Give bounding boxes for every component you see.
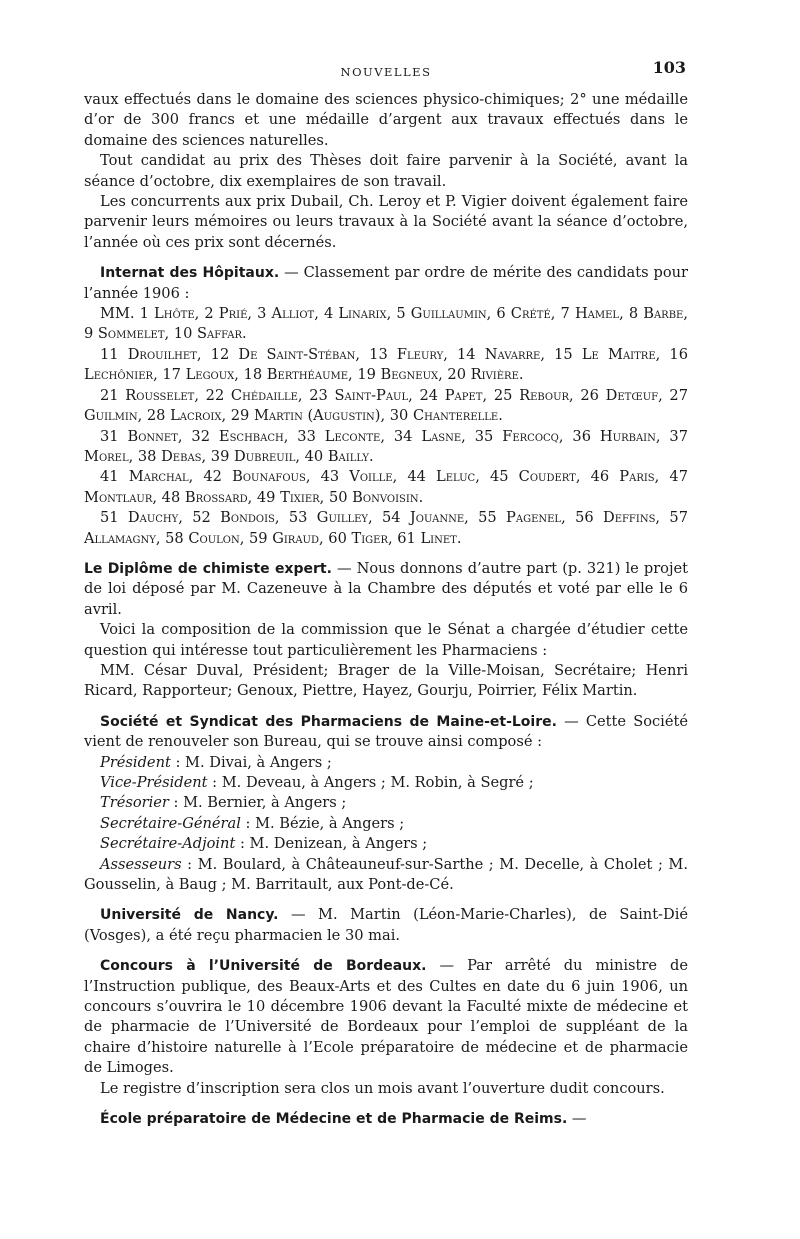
societe-lead: — Cette Société vient de renouveler son Bureau, qui se trouve ainsi composé : <box>84 712 688 751</box>
officer-line <box>84 793 688 813</box>
internat-ranking-list <box>84 304 688 549</box>
ranking-line: 51 Dauchy, 52 Bondois, 53 Guilley, 54 Jouanne, 55 Pagenel, 56 Deffins, 57 Allamagny, 58 Coulon, 59 Giraud, 60 Tiger, 61 Linet. <box>84 509 688 547</box>
internat-section <box>84 263 688 549</box>
bordeaux-section <box>84 956 688 1099</box>
officer-line <box>84 855 688 896</box>
societe-paragraph <box>84 712 688 753</box>
diplome-section <box>84 559 688 702</box>
ranking-line: 41 Marchal, 42 Bounafous, 43 Voille, 44 Leluc, 45 Coudert, 46 Paris, 47 Montlaur, 48 Brossard, 49 Tixier, 50 Bonvoisin. <box>84 468 688 506</box>
diplome-paragraph-2: Voici la composition de la commission que le Sénat a chargée d’étudier cette question qui intéresse tout particulièrement les Pharmaciens : <box>84 621 688 659</box>
bordeaux-paragraph <box>84 956 688 1078</box>
officer-line <box>84 773 688 793</box>
officer-line <box>84 834 688 854</box>
officer-text: : M. Divai, à Angers ; <box>170 753 332 771</box>
diplome-commission: MM. César Duval, Président; Brager de la Ville-Moisan, Secrétaire; Henri Ricard, Rapporteur; Genoux, Piettre, Hayez, Gourju, Poirrier, Félix Martin. <box>84 661 688 700</box>
intro-paragraph-3: Les concurrents aux prix Dubail, Ch. Leroy et P. Vigier doivent également faire parvenir leurs mémoires ou leurs travaux à la Société avant la séance d’octobre, l’année où ces prix sont décernés. <box>84 193 688 251</box>
reims-section <box>84 1109 688 1129</box>
internat-lead: — Classement par ordre de mérite des candidats pour l’année 1906 : <box>84 264 688 302</box>
nancy-paragraph <box>84 905 688 946</box>
internat-heading: Internat des Hôpitaux. <box>100 265 280 282</box>
intro-paragraph-2: Tout candidat au prix des Thèses doit faire parvenir à la Société, avant la séance d’octobre, dix exemplaires de son travail. <box>84 152 688 190</box>
ranking-line: MM. 1 Lhôte, 2 Prié, 3 Alliot, 4 Linarix, 5 Guillaumin, 6 Crété, 7 Hamel, 8 Barbe, 9 Sommelet, 10 Saffar. <box>84 305 688 343</box>
nancy-heading: Université de Nancy. <box>100 907 279 924</box>
officer-line <box>84 753 688 773</box>
ranking-line: 21 Rousselet, 22 Chédaille, 23 Saint-Paul, 24 Papet, 25 Rebour, 26 Detœuf, 27 Guilmin, 28 Lacroix, 29 Martin (Augustin), 30 Chanterelle. <box>84 386 688 425</box>
officer-role: Trésorier <box>100 794 169 812</box>
officer-role: Secrétaire-Adjoint <box>100 835 236 853</box>
intro-paragraph-1: vaux effectués dans le domaine des sciences physico-chimiques; 2° une médaille d’or de 300 francs et une médaille d’argent aux travaux effectués dans le domaine des sciences naturelles. <box>84 91 688 149</box>
officer-text: : M. Bézie, à Angers ; <box>240 814 405 832</box>
running-head: NOUVELLES <box>340 65 432 79</box>
officer-role: Secrétaire-Général <box>100 814 241 832</box>
bordeaux-paragraph-2: Le registre d’inscription sera clos un mois avant l’ouverture dudit concours. <box>100 1079 665 1097</box>
internat-paragraph <box>84 263 688 304</box>
officer-role: Vice-Président <box>100 774 208 791</box>
officer-text: : M. Deveau, à Angers ; M. Robin, à Segré ; <box>207 774 534 791</box>
bordeaux-text: — Par arrêté du ministre de l’Instruction publique, des Beaux-Arts et des Cultes en date du 6 juin 1906, un concours s’ouvrira le 10 décembre 1906 devant la Faculté mixte de médecine et de pharmacie de l’Université de Bordeaux pour l’emploi de suppléant de la chaire d’histoire naturelle à l’Ecole préparatoire de médecine et de pharmacie de Limoges. <box>84 957 688 1077</box>
officer-text: : M. Boulard, à Châteauneuf-sur-Sarthe ; M. Decelle, à Cholet ; M. Gousselin, à Baug ; M. Barritault, aux Pont-de-Cé. <box>84 855 688 894</box>
diplome-paragraph <box>84 559 688 620</box>
reims-heading: École préparatoire de Médecine et de Pharmacie de Reims. <box>100 1111 568 1128</box>
officer-line <box>84 814 688 834</box>
officer-text: : M. Bernier, à Angers ; <box>168 794 347 812</box>
bordeaux-heading: Concours à l’Université de Bordeaux. <box>100 958 427 975</box>
reims-text: — <box>567 1110 587 1128</box>
ranking-line: 11 Drouilhet, 12 De Saint-Stéban, 13 Fleury, 14 Navarre, 15 Le Maitre, 16 Lechônier, 17 Legoux, 18 Berthéaume, 19 Begneux, 20 Rivière. <box>84 345 688 384</box>
societe-heading: Société et Syndicat des Pharmaciens de Maine-et-Loire. <box>100 713 557 730</box>
page-number: 103 <box>652 58 686 77</box>
nancy-section <box>84 905 688 946</box>
officer-text: : M. Denizean, à Angers ; <box>235 835 428 853</box>
reims-paragraph <box>84 1109 688 1129</box>
nancy-text: — M. Martin (Léon-Marie-Charles), de Saint-Dié (Vosges), a été reçu pharmacien le 30 mai. <box>84 906 688 944</box>
page-header <box>84 50 688 90</box>
intro-section <box>84 90 688 253</box>
diplome-text: — Nous donnons d’autre part (p. 321) le projet de loi déposé par M. Cazeneuve à la Chambre des députés et voté par elle le 6 avril. <box>84 559 688 618</box>
document-page <box>84 50 688 1130</box>
diplome-heading: Le Diplôme de chimiste expert. <box>84 560 332 577</box>
societe-section <box>84 712 688 896</box>
ranking-line: 31 Bonnet, 32 Eschbach, 33 Leconte, 34 Lasne, 35 Fercocq, 36 Hurbain, 37 Morel, 38 Debas, 39 Dubreuil, 40 Bailly. <box>84 427 688 465</box>
officer-role: Assesseurs <box>100 855 182 873</box>
officer-role: Président <box>100 753 171 771</box>
